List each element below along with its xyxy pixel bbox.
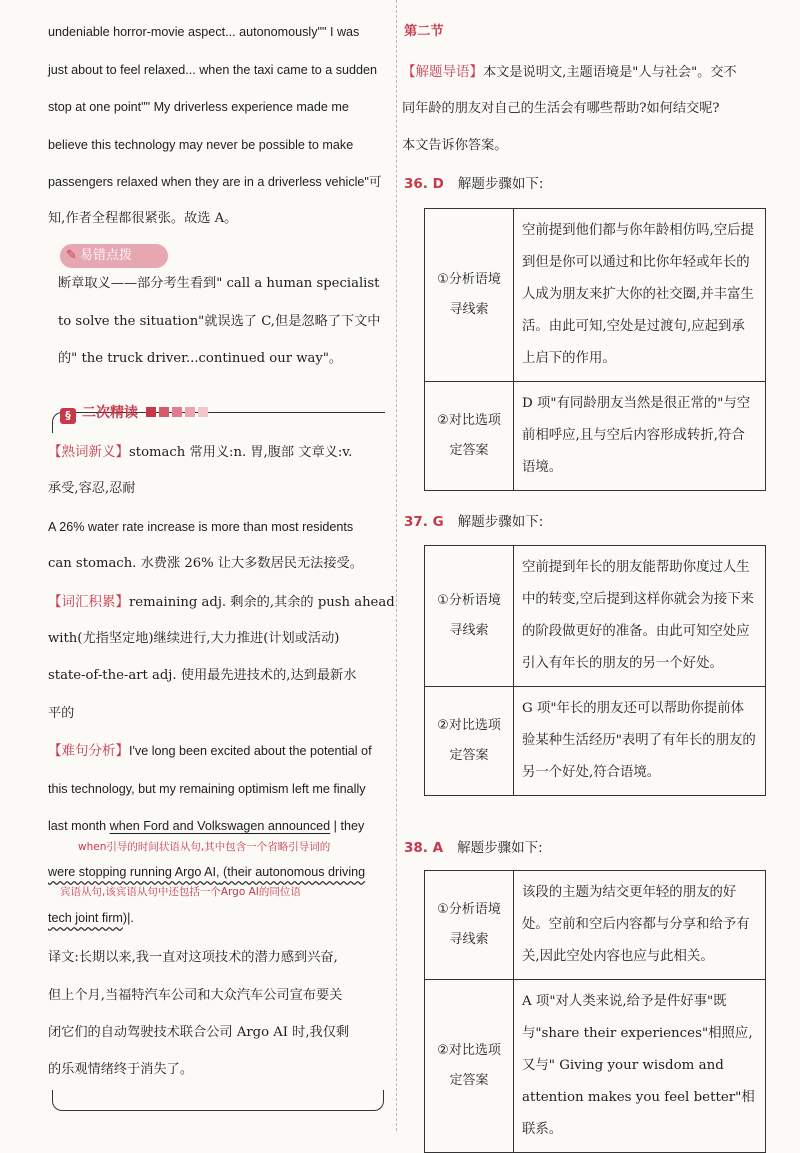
shuci-line: 【熟词新义】stomach 常用义:n. 胃,腹部 文章义:v. xyxy=(48,444,353,460)
question-header: 36. D 解题步骤如下: xyxy=(404,176,544,192)
shuci-line: 承受,容忍,忍耐 xyxy=(48,481,136,496)
guide-line: 本文告诉你答案。 xyxy=(402,138,508,153)
step-text: 该段的主题为结交更年轻的朋友的好处。空前和空后内容都与分享和给予有关,因此空处内容也应与此相关。 xyxy=(514,871,766,980)
translation-line: 的乐观情绪终于消失了。 xyxy=(48,1062,194,1077)
tip-line: 断章取义——部分考生看到" call a human specialist xyxy=(58,276,380,291)
cihui-line: state-of-the-art adj. 使用最先进技术的,达到最新水 xyxy=(48,668,357,683)
section-title-second-reading: § 二次精读 xyxy=(60,402,208,424)
step-text: 空前提到他们都与你年龄相仿吗,空后提到但是你可以通过和比你年轻或年长的人成为朋友来扩大你的社交圈,并丰富生活。由此可知,空处是过渡句,应起到承上启下的作用。 xyxy=(514,209,766,382)
cihui-line: 【词汇积累】remaining adj. 剩余的,其余的 push ahead xyxy=(48,594,395,610)
guide-line: 【解题导语】本文是说明文,主题语境是"人与社会"。交不 xyxy=(402,64,737,80)
tip-line: to solve the situation"就误选了 C,但是忽略了下文中 xyxy=(58,314,381,329)
step-label: ②对比选项 定答案 xyxy=(425,980,514,1153)
table-row xyxy=(425,209,766,382)
para-line: 知,作者全程都很紧张。故选 A。 xyxy=(48,211,238,226)
tip-line: 的" the truck driver...continued our way"。 xyxy=(58,351,343,366)
para-line: undeniable horror-movie aspect... autonomously"" I was xyxy=(48,25,360,39)
para-line: believe this technology may never be possible to make xyxy=(48,138,354,152)
wrench-icon: ✎ xyxy=(66,248,77,263)
tip-badge: ✎ 易错点拨 xyxy=(60,244,168,268)
step-label: ①分析语境 寻线索 xyxy=(425,546,514,687)
para-line: just about to feel relaxed... when the taxi came to a sudden xyxy=(48,63,378,77)
solution-table xyxy=(424,208,766,491)
nanju-line: 【难句分析】I've long been excited about the potential of xyxy=(48,743,372,759)
column-divider xyxy=(396,0,397,1131)
nanju-line: tech joint firm)|. xyxy=(48,911,134,925)
nanju-line: were stopping running Argo AI, (their autonomous driving xyxy=(48,865,366,879)
solution-table xyxy=(424,545,766,796)
step-label: ①分析语境 寻线索 xyxy=(425,209,514,382)
step-text: D 项"有同龄朋友当然是很正常的"与空前相呼应,且与空后内容形成转折,符合语境。 xyxy=(514,382,766,491)
table-row xyxy=(425,546,766,687)
translation-line: 译文:长期以来,我一直对这项技术的潜力感到兴奋, xyxy=(48,950,338,965)
step-label: ②对比选项 定答案 xyxy=(425,687,514,796)
solution-table xyxy=(424,870,766,1153)
question-header: 38. A 解题步骤如下: xyxy=(404,840,543,856)
cihui-line: 平的 xyxy=(48,706,75,721)
question-header: 37. G 解题步骤如下: xyxy=(404,514,544,530)
table-row xyxy=(425,687,766,796)
step-label: ①分析语境 寻线索 xyxy=(425,871,514,980)
table-row xyxy=(425,980,766,1153)
step-text: 空前提到年长的朋友能帮助你度过人生中的转变,空后提到这样你就会为接下来的阶段做更好的准备。由此可知空处应引入有年长的朋友的另一个好处。 xyxy=(514,546,766,687)
book-icon: § xyxy=(60,408,76,424)
para-line: stop at one point"" My driverless experience made me xyxy=(48,100,349,114)
annotation-note: when引导的时间状语从句,其中包含一个省略引导词的 xyxy=(78,841,331,853)
translation-line: 但上个月,当福特汽车公司和大众汽车公司宣布要关 xyxy=(48,988,343,1003)
nanju-line: last month when Ford and Volkswagen announced | they xyxy=(48,819,365,833)
step-label: ②对比选项 定答案 xyxy=(425,382,514,491)
section-frame-bottom xyxy=(52,1090,384,1111)
section-heading: 第二节 xyxy=(404,24,444,39)
translation-line: 闭它们的自动驾驶技术联合公司 Argo AI 时,我仅剩 xyxy=(48,1025,350,1040)
example-line: A 26% water rate increase is more than most residents xyxy=(48,520,354,534)
cihui-line: with(尤指坚定地)继续进行,大力推进(计划或活动) xyxy=(48,631,340,646)
para-line: passengers relaxed when they are in a driverless vehicle"可 xyxy=(48,175,382,189)
example-line: can stomach. 水费涨 26% 让大多数居民无法接受。 xyxy=(48,556,363,571)
annotation-note: 宾语从句,该宾语从句中还包括一个Argo AI的同位语 xyxy=(60,886,301,898)
guide-line: 同年龄的朋友对自己的生活会有哪些帮助?如何结交呢? xyxy=(402,101,720,116)
nanju-line: this technology, but my remaining optimism left me finally xyxy=(48,782,366,796)
table-row xyxy=(425,382,766,491)
step-text: A 项"对人类来说,给予是件好事"既与"share their experiences"相照应,又与" Giving your wisdom and attention makes you feel better"相联系。 xyxy=(514,980,766,1153)
table-row xyxy=(425,871,766,980)
step-text: G 项"年长的朋友还可以帮助你提前体验某种生活经历"表明了有年长的朋友的另一个好处,符合语境。 xyxy=(514,687,766,796)
